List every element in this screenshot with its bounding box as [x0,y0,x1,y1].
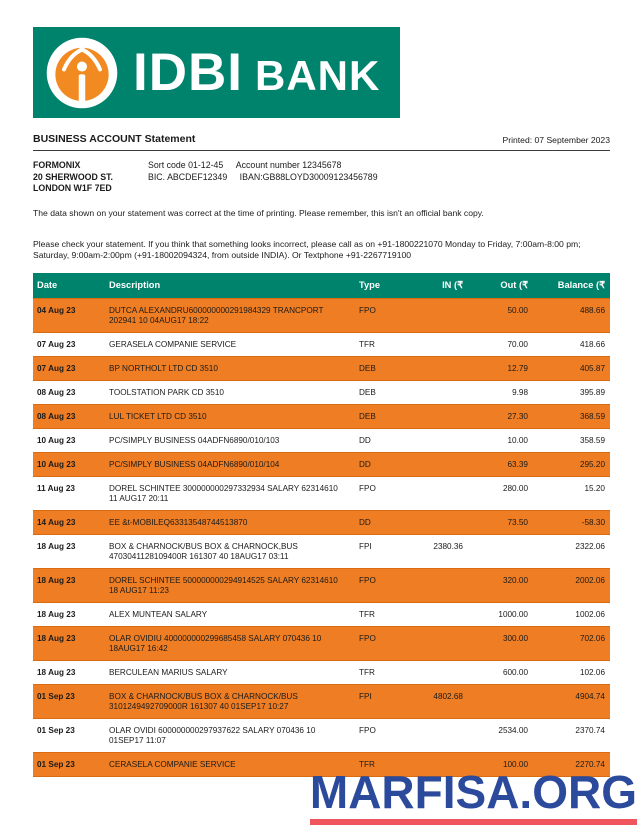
bic-iban-line [148,172,378,184]
cell-description: PC/SIMPLY BUSINESS 04ADFN6890/010/103 [109,435,280,445]
cell-date: 07 Aug 23 [37,339,76,349]
printed-date: Printed: 07 September 2023 [502,135,610,145]
cell-type: TFR [359,609,375,619]
cell-out [468,684,533,718]
bank-name-secondary: BANK [255,52,381,99]
address-line-1: 20 SHERWOOD ST. [33,171,114,182]
cell-date: 18 Aug 23 [37,667,76,677]
cell-date: 10 Aug 23 [37,459,76,469]
cell-date: 08 Aug 23 [37,411,76,421]
column-header-type: Type [355,273,423,299]
cell-balance: 702.06 [579,633,605,643]
transactions-table [33,273,610,777]
table-row [33,332,610,356]
cell-description: BOX & CHARNOCK/BUS BOX & CHARNOCK/BUS 3101249492709000R 161307 40 01SEP17 10:27 [109,691,298,711]
table-row [33,602,610,626]
cell-date: 08 Aug 23 [37,387,76,397]
cell-type: TFR [359,667,375,677]
table-row [33,452,610,476]
iban: IBAN:GB88LOYD30009123456789 [239,171,378,182]
table-row [33,568,610,602]
cell-type: FPO [359,633,376,643]
cell-balance: 358.59 [579,435,605,445]
cell-in [423,476,468,510]
cell-in [423,356,468,380]
cell-balance: 2270.74 [575,759,605,769]
account-numbers [148,160,378,195]
cell-in: 2380.36 [433,541,463,551]
cell-in [423,602,468,626]
cell-description: BERCULEAN MARIUS SALARY [109,667,228,677]
cell-type: FPI [359,691,372,701]
bank-logo-text [133,43,381,102]
cell-type: FPO [359,725,376,735]
cell-type: DD [359,435,371,445]
cell-date: 14 Aug 23 [37,517,76,527]
cell-in [423,626,468,660]
table-row [33,428,610,452]
cell-balance: 2322.06 [575,541,605,551]
cell-balance: 15.20 [584,483,605,493]
cell-balance: 295.20 [579,459,605,469]
statement-title: BUSINESS ACCOUNT Statement [33,133,196,145]
cell-out: 320.00 [502,575,528,585]
cell-balance: 4904.74 [575,691,605,701]
table-row [33,718,610,752]
cell-type: DEB [359,363,376,373]
cell-in [423,380,468,404]
statement-header [33,133,610,145]
cell-out: 12.79 [507,363,528,373]
cell-date: 07 Aug 23 [37,363,76,373]
cell-type: DEB [359,387,376,397]
cell-date: 18 Aug 23 [37,541,76,551]
cell-in [423,568,468,602]
cell-date: 18 Aug 23 [37,633,76,643]
cell-description: LUL TICKET LTD CD 3510 [109,411,207,421]
account-number: Account number 12345678 [235,160,342,170]
cell-out: 600.00 [502,667,528,677]
table-row [33,356,610,380]
account-info [33,160,610,195]
column-header-in: IN (₹ [423,273,468,299]
bank-logo-banner [33,27,400,118]
cell-out: 63.39 [507,459,528,469]
cell-balance: 1002.06 [575,609,605,619]
cell-out: 2534.00 [498,725,528,735]
cell-date: 01 Sep 23 [37,725,75,735]
cell-type: FPO [359,575,376,585]
cell-type: FPO [359,305,376,315]
cell-date: 18 Aug 23 [37,575,76,585]
idbi-logo-icon [46,37,118,109]
cell-description: DOREL SCHINTEE 500000000294914525 SALARY 62314610 18 AUG17 11:23 [109,575,338,595]
cell-type: TFR [359,339,375,349]
table-row [33,510,610,534]
table-header-row [33,273,610,299]
cell-description: BOX & CHARNOCK/BUS BOX & CHARNOCK,BUS 4703041128109400R 161307 40 18AUG17 03:11 [109,541,298,561]
watermark [309,766,637,825]
cell-type: DD [359,459,371,469]
column-header-out: Out (₹ [468,273,533,299]
bic: BIC. ABCDEF12349 [148,171,228,182]
cell-in [423,332,468,356]
cell-in [423,660,468,684]
bank-name-primary: IDBI [133,43,243,102]
cell-date: 11 Aug 23 [37,483,75,493]
cell-date: 10 Aug 23 [37,435,76,445]
table-row [33,626,610,660]
cell-balance: 368.59 [579,411,605,421]
cell-out: 9.98 [512,387,528,397]
cell-in: 4802.68 [433,691,463,701]
cell-description: GERASELA COMPANIE SERVICE [109,339,237,349]
cell-balance: 395.89 [579,387,605,397]
cell-balance: -58.30 [581,517,605,527]
cell-description: CERASELA COMPANIE SERVICE [109,759,236,769]
cell-out: 300.00 [502,633,528,643]
disclaimer-note: The data shown on your statement was correct at the time of printing. Please remember, this isn't an official bank copy. [33,207,484,218]
cell-balance: 405.87 [579,363,605,373]
cell-date: 01 Sep 23 [37,759,75,769]
cell-description: OLAR OVIDI 600000000297937622 SALARY 070436 10 01SEP17 11:07 [109,725,316,745]
column-header-balance: Balance (₹ [533,273,610,299]
cell-description: BP NORTHOLT LTD CD 3510 [109,363,218,373]
cell-out: 50.00 [507,305,528,315]
cell-out: 73.50 [507,517,528,527]
cell-type: DEB [359,411,376,421]
cell-description: DUTCA ALEXANDRU600000000291984329 TRANCPORT 202941 10 04AUG17 18:22 [109,305,324,325]
contact-note: Please check your statement. If you think that something looks incorrect, please call as on +91-1800221070 Monday to Friday, 7:00am-8:00 pm; Saturday, 9:00am-2:00pm (+91-18002094324, from outside INDIA). Or Textphone +91-2267719100 [33,238,581,260]
cell-date: 01 Sep 23 [37,691,75,701]
cell-out: 27.30 [507,411,528,421]
column-header-date: Date [33,273,105,299]
cell-type: DD [359,517,371,527]
account-holder-name: FORMONIX [33,160,81,170]
cell-balance: 418.66 [579,339,605,349]
cell-balance: 2370.74 [575,725,605,735]
cell-in [423,510,468,534]
cell-description: ALEX MUNTEAN SALARY [109,609,208,619]
table-row [33,684,610,718]
header-divider [33,150,610,151]
cell-description: TOOLSTATION PARK CD 3510 [109,387,224,397]
cell-type: TFR [359,759,375,769]
column-header-description: Description [105,273,355,299]
sort-code-line [148,160,378,172]
sort-code: Sort code 01-12-45 [148,160,224,170]
cell-out: 1000.00 [498,609,528,619]
transactions-body [33,298,610,776]
cell-balance: 488.66 [579,305,605,315]
address-line-2: LONDON W1F 7ED [33,183,112,193]
table-row [33,534,610,568]
cell-description: OLAR OVIDIU 400000000299685458 SALARY 070436 10 18AUG17 16:42 [109,633,322,653]
cell-balance: 102.06 [579,667,605,677]
cell-type: FPO [359,483,376,493]
cell-in [423,404,468,428]
cell-description: DOREL SCHINTEE 300000000297332934 SALARY 62314610 11 AUG17 20:11 [109,483,338,503]
watermark-text: MARFISA.ORG [310,769,637,825]
cell-out: 10.00 [507,435,528,445]
cell-out: 100.00 [502,759,528,769]
account-address [33,160,148,195]
cell-in [423,428,468,452]
cell-balance: 2002.06 [575,575,605,585]
table-row [33,404,610,428]
cell-date: 18 Aug 23 [37,609,76,619]
cell-out: 70.00 [507,339,528,349]
cell-in [423,718,468,752]
table-row [33,660,610,684]
table-row [33,380,610,404]
cell-in [423,452,468,476]
cell-type: FPI [359,541,372,551]
cell-in [423,298,468,332]
cell-date: 04 Aug 23 [37,305,76,315]
cell-description: EE &t-MOBILEQ63313548744513870 [109,517,248,527]
table-row [33,298,610,332]
cell-out: 280.00 [502,483,528,493]
cell-out [468,534,533,568]
table-row [33,476,610,510]
cell-description: PC/SIMPLY BUSINESS 04ADFN6890/010/104 [109,459,280,469]
